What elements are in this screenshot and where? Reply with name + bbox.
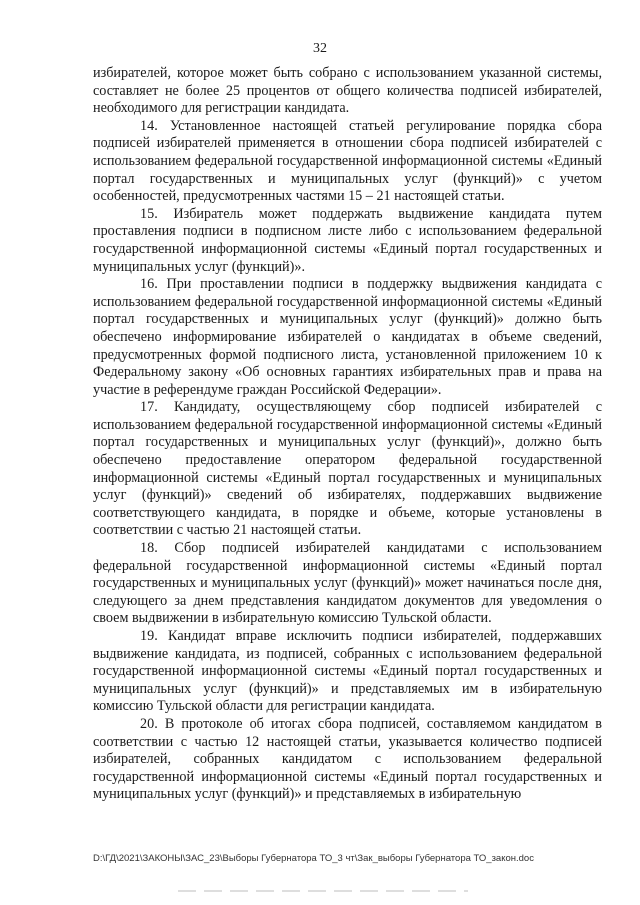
paragraph-16: 16. При проставлении подписи в поддержку выдвижения кандидата с использованием федеральной государственной информационной системы «Единый портал государственных и муниципальных услуг (функций)» должно быть обеспечено информирование избирателей о кандидатах в объеме сведений, предусмотренных формой подписного листа, установленной приложением 10 к Федеральному закону «Об основных гарантиях избирательных прав и права на участие в референдуме граждан Российской Федерации».	[93, 276, 602, 398]
paragraph-17: 17. Кандидату, осуществляющему сбор подписей избирателей с использованием федеральной государственной информационной системы «Единый портал государственных и муниципальных услуг (функций)», должно быть обеспечено предоставление оператором федеральной государственной информационной системы «Единый портал государственных и муниципальных услуг (функций)» сведений об избирателях, поддержавших выдвижение соответствующего кандидата, в порядке и объеме, которые установлены в соответствии с частью 21 настоящей статьи.	[93, 399, 602, 539]
paragraph-19: 19. Кандидат вправе исключить подписи избирателей, поддержавших выдвижение кандидата, из подписей, собранных с использованием федеральной государственной информационной системы «Единый портал государственных и муниципальных услуг (функций)» и представляемых им в избирательную комиссию Тульской области для регистрации кандидата.	[93, 628, 602, 715]
paragraph-continuation: избирателей, которое может быть собрано с использованием указанной системы, составляет не более 25 процентов от общего количества подписей избирателей, необходимого для регистрации кандидата.	[93, 65, 602, 117]
footer-file-path: D:\ГД\2021\ЗАКОНЫ\ЗАС_23\Выборы Губернатора ТО_3 чт\Зак_выборы Губернатора ТО_закон.doc	[93, 853, 534, 864]
paragraph-20: 20. В протоколе об итогах сбора подписей, составляемом кандидатом в соответствии с частью 12 настоящей статьи, указывается количество подписей избирателей, собранных кандидатом с использованием федеральной государственной информационной системы «Единый портал государственных и муниципальных услуг (функций)» и представляемых в избирательную	[93, 715, 602, 803]
paragraph-18: 18. Сбор подписей избирателей кандидатами с использованием федеральной государственной информационной системы «Единый портал государственных и муниципальных услуг (функций)» может начинаться после дня, следующего за днем представления кандидатом документов для уведомления о своем выдвижении в избирательную комиссию Тульской области.	[93, 540, 602, 627]
document-body	[93, 65, 602, 804]
paragraph-14: 14. Установленное настоящей статьей регулирование порядка сбора подписей избирателей применяется в отношении сбора подписей избирателей с использованием федеральной государственной информационной системы «Единый портал государственных и муниципальных услуг (функций)» с учетом особенностей, предусмотренных частями 15 – 21 настоящей статьи.	[93, 117, 602, 205]
scan-artifact	[178, 890, 468, 892]
page-number: 32	[313, 41, 327, 56]
paragraph-15: 15. Избиратель может поддержать выдвижение кандидата путем проставления подписи в подписном листе либо с использованием федеральной государственной информационной системы «Единый портал государственных и муниципальных услуг (функций)».	[93, 205, 602, 275]
